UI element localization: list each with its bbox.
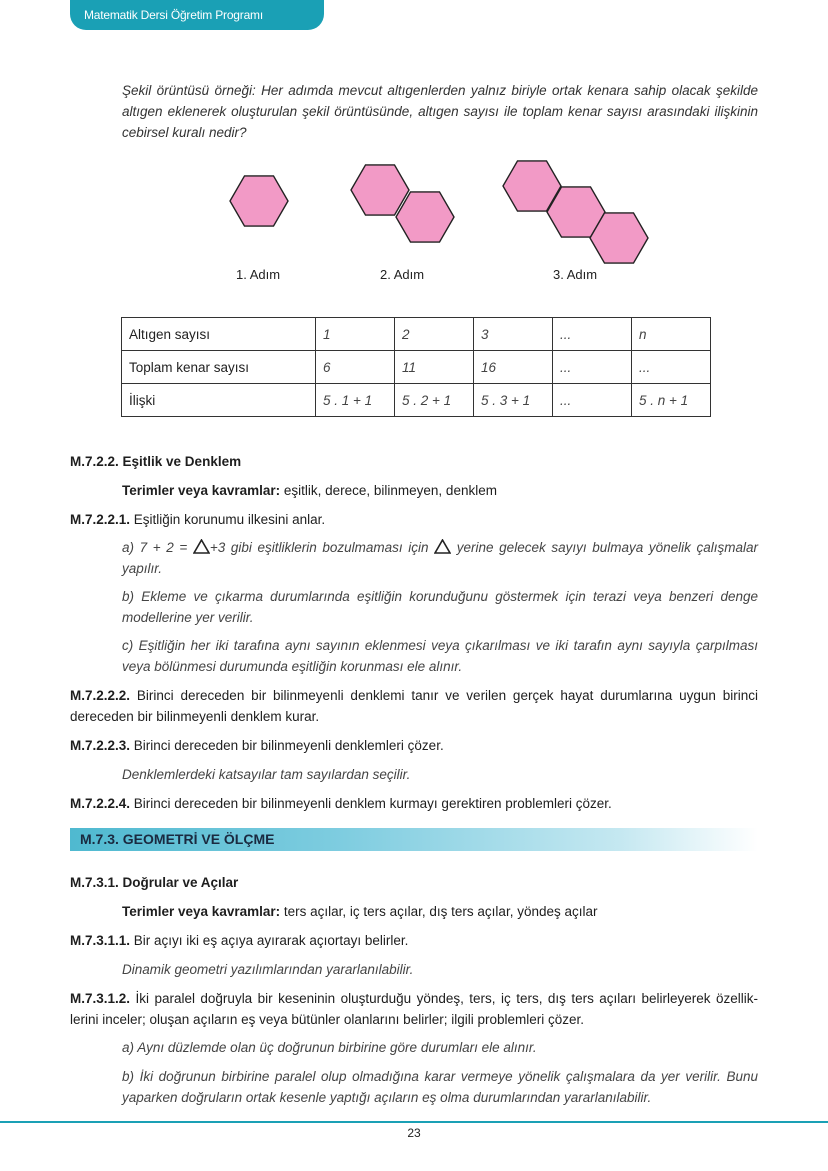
objective-code: M.7.3.1.2. [70, 991, 131, 1006]
explanation-text: a) 7 + 2 = [122, 540, 193, 555]
explanation-7221-a [122, 537, 758, 579]
objective-code: M.7.2.2.1. [70, 512, 131, 527]
table-cell: 2 [395, 318, 474, 351]
table-cell: n [632, 318, 711, 351]
table-row [122, 318, 711, 351]
terms-label: Terimler veya kavramlar: [122, 904, 281, 919]
objective-text: Birinci dereceden bir bilinmeyenli denklem kurmayı gerektiren problemleri çözer. [130, 796, 612, 811]
table-cell: ... [632, 351, 711, 384]
step-label-2: 2. Adım [380, 267, 425, 282]
explanation-7223: Denklemlerdeki katsayılar tam sayılardan seçilir. [122, 767, 411, 782]
terms-label: Terimler veya kavramlar: [122, 483, 281, 498]
section-bar-geometry: M.7.3. GEOMETRİ VE ÖLÇME [70, 828, 758, 851]
table-cell: 6 [316, 351, 395, 384]
objective-7312 [70, 988, 758, 1030]
objective-7223 [70, 735, 444, 756]
objective-7311 [70, 930, 408, 951]
table-cell: ... [553, 351, 632, 384]
header-title-tab: Matematik Dersi Öğretim Programı [70, 0, 324, 30]
table-cell: 16 [474, 351, 553, 384]
hexagon-shape [351, 165, 409, 215]
table-row-label: İlişki [122, 384, 316, 417]
table-row [122, 384, 711, 417]
objective-code: M.7.3.1.1. [70, 933, 131, 948]
table-cell: 1 [316, 318, 395, 351]
triangle-icon [193, 539, 210, 554]
section-heading-lines-angles: M.7.3.1. Doğrular ve Açılar [70, 875, 239, 890]
hexagon-shape [230, 176, 288, 226]
table-cell: ... [553, 384, 632, 417]
step-label-1: 1. Adım [236, 267, 281, 282]
objective-code: M.7.2.2.3. [70, 738, 131, 753]
explanation-7312-b: b) İki doğrunun birbirine paralel olup olmadığına karar vermeye yönelik çalışmalara da yer verilir. Bunu yaparken doğruların ortak kesenle yaptığı açıların eş olma durumlarından yararlanılabilir. [122, 1069, 758, 1105]
terms-line-equality [122, 480, 497, 501]
explanation-7312-a: a) Aynı düzlemde olan üç doğrunun birbirine göre durumları ele alınır. [122, 1040, 537, 1055]
table-cell: 5 . 1 + 1 [316, 384, 395, 417]
triangle-icon [434, 539, 451, 554]
table-row-label: Altıgen sayısı [122, 318, 316, 351]
table-row [122, 351, 711, 384]
terms-text: eşitlik, derece, bilinmeyen, denklem [280, 483, 497, 498]
objective-7224 [70, 793, 612, 814]
table-cell: 11 [395, 351, 474, 384]
table-row-label: Toplam kenar sayısı [122, 351, 316, 384]
table-cell: 5 . 2 + 1 [395, 384, 474, 417]
objective-7222 [70, 685, 758, 727]
objective-code: M.7.2.2.2. [70, 688, 131, 703]
objective-code: M.7.2.2.4. [70, 796, 131, 811]
objective-text: İki paralel doğruyla bir keseninin oluşturduğu yöndeş, ters, iç ters, dış ters açıları belirleyerek özellik-lerini inceler; oluşan açıların eş veya bütünler olanlarını belirler; ilgili problemleri çözer. [70, 991, 758, 1027]
table-cell: ... [553, 318, 632, 351]
objective-text: Bir açıyı iki eş açıya ayırarak açıortayı belirler. [130, 933, 409, 948]
page-number: 23 [407, 1126, 421, 1140]
step-label-3: 3. Adım [553, 267, 598, 282]
table-cell: 3 [474, 318, 553, 351]
objective-7221 [70, 509, 325, 530]
footer-divider [0, 1121, 828, 1123]
table-cell: 5 . n + 1 [632, 384, 711, 417]
hexagon-shape [396, 192, 454, 242]
pattern-table [121, 317, 711, 417]
explanation-7221-c: c) Eşitliğin her iki tarafına aynı sayının eklenmesi veya çıkarılması ve iki tarafın aynı sayıyla çarpılması veya bölünmesi durumunda eşitliğin korunması ele alınır. [122, 638, 758, 674]
pattern-example-question: Şekil örüntüsü örneği: Her adımda mevcut altıgenlerden yalnız biriyle ortak kenara sahip olacak şekilde altıgen eklenerek oluşturulan şekil örüntüsünde, altıgen sayısı ile toplam kenar sayısı arasındaki ilişkinin cebirsel kuralı nedir? [122, 83, 758, 140]
table-cell: 5 . 3 + 1 [474, 384, 553, 417]
objective-text: Eşitliğin korunumu ilkesini anlar. [130, 512, 326, 527]
explanation-7221-b: b) Ekleme ve çıkarma durumlarında eşitliğin korunduğunu göstermek için terazi veya benzeri denge modellerine yer verilir. [122, 589, 758, 625]
explanation-text: +3 gibi eşitliklerin bozulmaması için [209, 540, 435, 555]
section-heading-equality: M.7.2.2. Eşitlik ve Denklem [70, 454, 242, 469]
explanation-text: yerine gelecek sayıyı bulmaya yönelik çalışmalar yapılır. [122, 540, 758, 576]
terms-line-angles [122, 901, 598, 922]
objective-text: Birinci dereceden bir bilinmeyenli denklemi tanır ve verilen gerçek hayat durumlarına uygun birinci dereceden bir bilinmeyenli denklem kurar. [70, 688, 758, 724]
terms-text: ters açılar, iç ters açılar, dış ters açılar, yöndeş açılar [280, 904, 598, 919]
objective-text: Birinci dereceden bir bilinmeyenli denklemleri çözer. [130, 738, 444, 753]
explanation-7311: Dinamik geometri yazılımlarından yararlanılabilir. [122, 962, 414, 977]
